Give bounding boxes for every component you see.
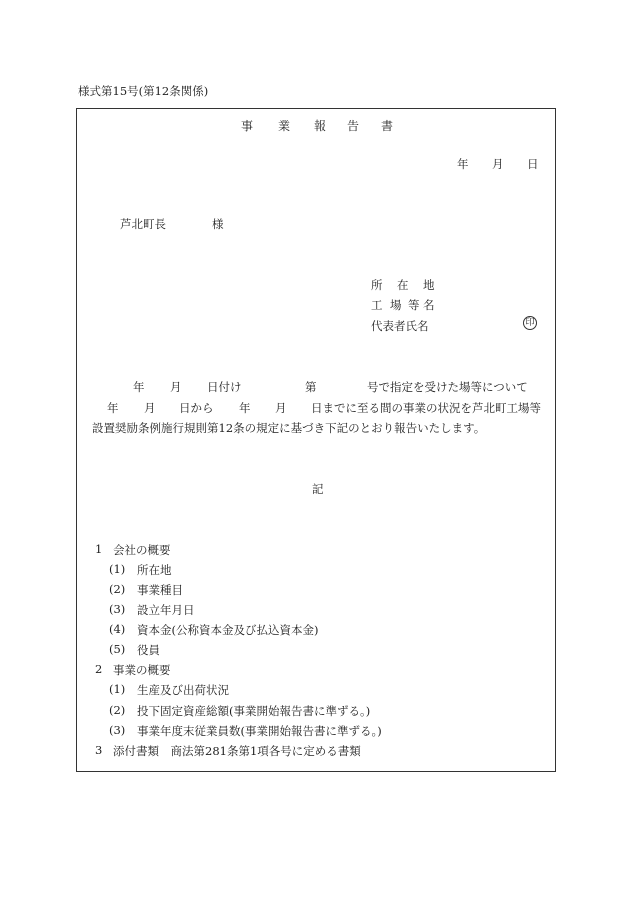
- date-day-label: 日: [527, 157, 539, 171]
- item-label: 事業年度末従業員数(事業開始報告書に準ずる。): [137, 724, 382, 738]
- factory-label-char: 等: [408, 298, 420, 312]
- title-char: 業: [278, 119, 291, 133]
- item-number: (2): [109, 703, 126, 717]
- form-number-label: 様式第15号(第12条関係): [78, 84, 209, 98]
- body-text: 設置奨励条例施行規則第12条の規定に基づき下記のとおり報告いたします。: [92, 421, 486, 435]
- body-text: 号で指定を受けた場等について: [367, 380, 528, 394]
- address-label-char: 地: [423, 278, 435, 292]
- ki-heading: 記: [312, 482, 324, 496]
- body-text: 日から: [179, 401, 214, 415]
- title-char: 告: [347, 119, 360, 133]
- date-month-label: 月: [492, 157, 504, 171]
- date-year-label: 年: [457, 157, 469, 171]
- body-text: 日付け: [207, 380, 242, 394]
- section-label: 会社の概要: [113, 543, 171, 557]
- addressee-honorific: 様: [212, 217, 224, 231]
- title-char: 報: [314, 119, 327, 133]
- item-number: (1): [109, 682, 126, 696]
- item-number: (3): [109, 723, 126, 737]
- address-label-char: 所: [371, 278, 383, 292]
- item-label: 生産及び出荷状況: [137, 683, 229, 697]
- item-number: (3): [109, 602, 126, 616]
- item-number: (1): [109, 562, 126, 576]
- factory-label-char: 工: [371, 298, 383, 312]
- body-text: 年: [107, 401, 119, 415]
- body-text: 年: [239, 401, 251, 415]
- body-text: 第: [305, 380, 317, 394]
- body-text: 年: [133, 380, 145, 394]
- item-label: 投下固定資産総額(事業開始報告書に準ずる。): [137, 704, 371, 718]
- title-char: 事: [241, 119, 254, 133]
- item-label: 設立年月日: [137, 603, 195, 617]
- section-label: 添付書類 商法第281条第1項各号に定める書類: [113, 744, 361, 758]
- factory-label-char: 名: [423, 298, 435, 312]
- body-text: 月: [144, 401, 156, 415]
- section-number: 1: [95, 542, 103, 556]
- address-label-char: 在: [397, 278, 409, 292]
- item-label: 資本金(公称資本金及び払込資本金): [137, 623, 319, 637]
- item-number: (5): [109, 642, 126, 656]
- representative-label: 代表者氏名: [371, 319, 429, 333]
- item-label: 事業種目: [137, 583, 183, 597]
- item-label: 所在地: [137, 563, 172, 577]
- item-number: (2): [109, 582, 126, 596]
- body-text: 日までに至る間の事業の状況を芦北町工場等: [311, 401, 541, 415]
- title-char: 書: [381, 119, 394, 133]
- section-number: 3: [95, 743, 103, 757]
- section-label: 事業の概要: [113, 663, 171, 677]
- item-number: (4): [109, 622, 126, 636]
- body-text: 月: [170, 380, 182, 394]
- item-label: 役員: [137, 643, 160, 657]
- seal-mark: 印: [523, 316, 537, 330]
- section-number: 2: [95, 662, 103, 676]
- factory-label-char: 場: [390, 298, 402, 312]
- addressee-name: 芦北町長: [120, 217, 166, 231]
- body-text: 月: [275, 401, 287, 415]
